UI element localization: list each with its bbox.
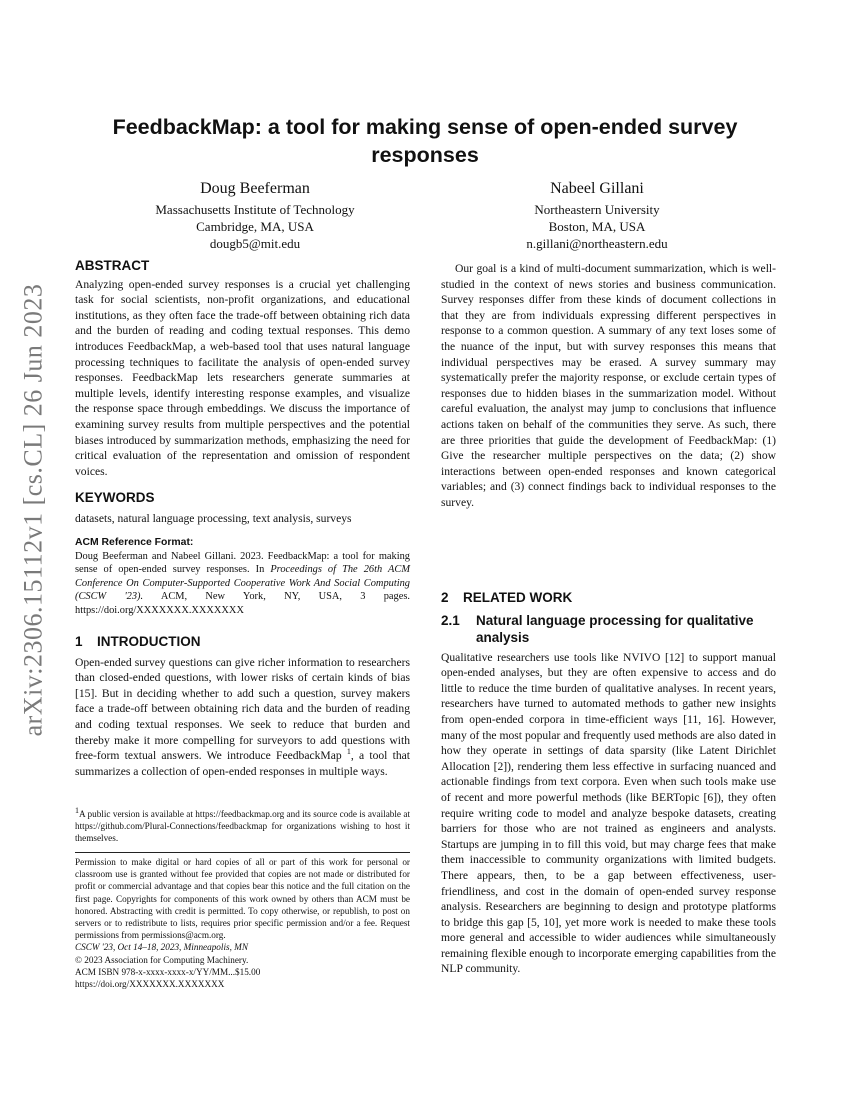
author-location: Boston, MA, USA [548,219,646,234]
footnote-mark: 1 [346,747,351,757]
introduction-heading [75,634,410,650]
author-name: Nabeel Gillani [550,180,644,197]
subsection-title: Natural language processing for qualitative analysis [476,612,754,645]
related-work-text: Qualitative researchers use tools like NVIVO [12] to support manual open-ended analyses, but they are often expensive to access and do little to reduce the time burden of qualitative analyses. In recent years, researchers have turned to automated methods to gather new insights from open-ended corpora in time-efficient ways [11, 16]. However, many of the most popular and frequently used methods are also dated in how they operate in settings of data sparsity (like Latent Dirichlet Allocation [2]), rendering them less effective in surfacing nuanced and actionable findings from text corpora. Even when such tools make use of recent and more powerful methods (like BERTopic [6]), they often require writing code to model and analyze bespoke datasets, creating barriers for those who are not trained as engineers and analysts. Startups are jumping in to fill this void, but may charge fees that make them inaccessible to community organizations with limited budgets. There appears, then, to be a gap between effectiveness, user-friendliness, and cost in the domain of open-ended survey response analysis. Researchers are beginning to design and prototype platforms to bridge this gap [5, 10], yet more work is needed to make these tools more general and accessible to wider audiences while simultaneously remaining flexible enough to incorporate emerging capabilities from the NLP community. [441,650,776,976]
copyright-line: © 2023 Association for Computing Machinery. [75,954,249,965]
nlp-subsection-heading [441,612,776,646]
subsection-number: 2.1 [441,612,460,628]
reference-format-text [75,550,410,618]
author-affiliation: Massachusetts Institute of Technology [155,202,355,217]
reference-format-heading: ACM Reference Format: [75,537,194,548]
intro-text-part-1: Open-ended survey questions can give richer information to researchers than closed-ended questions, with lower risks of certain kinds of bias [15]. But in deciding whether to add such a question, survey makers face a trade-off between obtaining rich data and the burden of reading and coding textual responses. We seek to reduce that burden and thereby make it more compelling for surveyors to add questions with free-form textual answers. We introduce FeedbackMap [75,655,410,763]
goal-section [441,261,776,511]
author-block-1 [85,178,425,252]
keywords-text: datasets, natural language processing, text analysis, surveys [75,511,352,525]
permissions-block [75,856,410,990]
author-affiliation: Northeastern University [534,202,660,217]
footnote [75,805,410,845]
section-title: RELATED WORK [463,590,573,605]
author-location: Cambridge, MA, USA [196,219,314,234]
related-work-heading [441,590,776,606]
reference-prefix: Doug Beeferman and Nabeel Gillani. 2023. FeedbackMap: a tool for making sense of open-ended survey responses. In [75,550,410,576]
paper-title: FeedbackMap: a tool for making sense of open-ended survey responses [112,115,738,167]
permissions-text: Permission to make digital or hard copies of all or part of this work for personal or classroom use is granted without fee provided that copies are not made or distributed for profit or commercial advantage and that copies bear this notice and the full citation on the first page. Copyrights for components of this work owned by others than ACM must be honored. Abstracting with credit is permitted. To copy otherwise, or republish, to post on servers or to redistribute to lists, requires prior specific permission and/or a fee. Request permissions from permissions@acm.org. [75,857,410,941]
abstract-text: Analyzing open-ended survey responses is a crucial yet challenging task for social scientists, non-profit organizations, and educational institutions, as they often face the trade-off between obtaining rich data and the burden of reading and coding textual responses. This demo introduces FeedbackMap, a web-based tool that uses natural language processing techniques to facilitate the analysis of open-ended survey responses. FeedbackMap lets researchers generate summaries at multiple levels, identify interesting response examples, and visualize the response space through embeddings. We discuss the importance of examining survey results from multiple perspectives and the potential biases introduced by summarization methods, emphasizing the need for critical evaluation of the representation and omission of respondent voices. [75,277,410,478]
footnote-text: A public version is available at https://feedbackmap.org and its source code is available at https://github.com/Plural-Connections/feedbackmap for organizations wishing to host it themselves. [75,809,410,844]
reference-venue: Proceedings of The 26th ACM Conference On Computer-Supported Cooperative Work And Social Computing (CSCW '23). [75,564,410,603]
keywords-section [75,490,410,526]
doi-line: https://doi.org/XXXXXXX.XXXXXXX [75,979,225,990]
reference-format [75,536,410,618]
abstract-section [75,258,410,479]
section-number: 2 [441,590,449,605]
keywords-heading: KEYWORDS [75,490,155,505]
author-name: Doug Beeferman [200,180,310,197]
introduction-section [75,634,410,779]
conference-line: CSCW '23, Oct 14–18, 2023, Minneapolis, MN [75,942,248,953]
section-number: 1 [75,634,83,649]
footnote-number: 1 [75,805,79,815]
introduction-text [75,655,410,780]
arxiv-identifier [14,283,52,737]
author-email: n.gillani@northeastern.edu [526,236,668,251]
arxiv-identifier-text: arXiv:2306.15112v1 [cs.CL] 26 Jun 2023 [18,283,47,737]
permission-divider [75,852,410,853]
goal-paragraph: Our goal is a kind of multi-document summarization, which is well-studied in the context of news stories and business communication. Survey responses differ from these kinds of document collections in that they are from individuals expressing different perspectives in response to a common question. A summary of any text loses some of the nuance of the input, but with survey responses this means that individual perspectives may be erased. A survey summary may systematically prefer the majority response, or exclude certain types of responses due to hidden biases in the summarization model. Without careful evaluation, the analyst may jump to conclusions that influence actions taken on behalf of the communities they serve. As such, there are three priorities that guide the development of FeedbackMap: (1) Give the researcher multiple perspectives on the data; (2) show interactions between open-ended responses and known categorical variables; and (3) connect findings back to individual responses to the survey. [441,262,776,509]
related-work-section [441,590,776,977]
abstract-heading: ABSTRACT [75,258,150,273]
intro-text-part-2: , a tool that summarizes a collection of open-ended responses in multiple ways. [75,749,410,778]
isbn-line: ACM ISBN 978-x-xxxx-xxxx-x/YY/MM...$15.00 [75,966,261,977]
section-title: INTRODUCTION [97,634,201,649]
author-block-2 [427,178,767,252]
author-email: dougb5@mit.edu [209,236,301,251]
reference-suffix: ACM, New York, NY, USA, 3 pages. https://doi.org/XXXXXXX.XXXXXXX [75,591,410,616]
